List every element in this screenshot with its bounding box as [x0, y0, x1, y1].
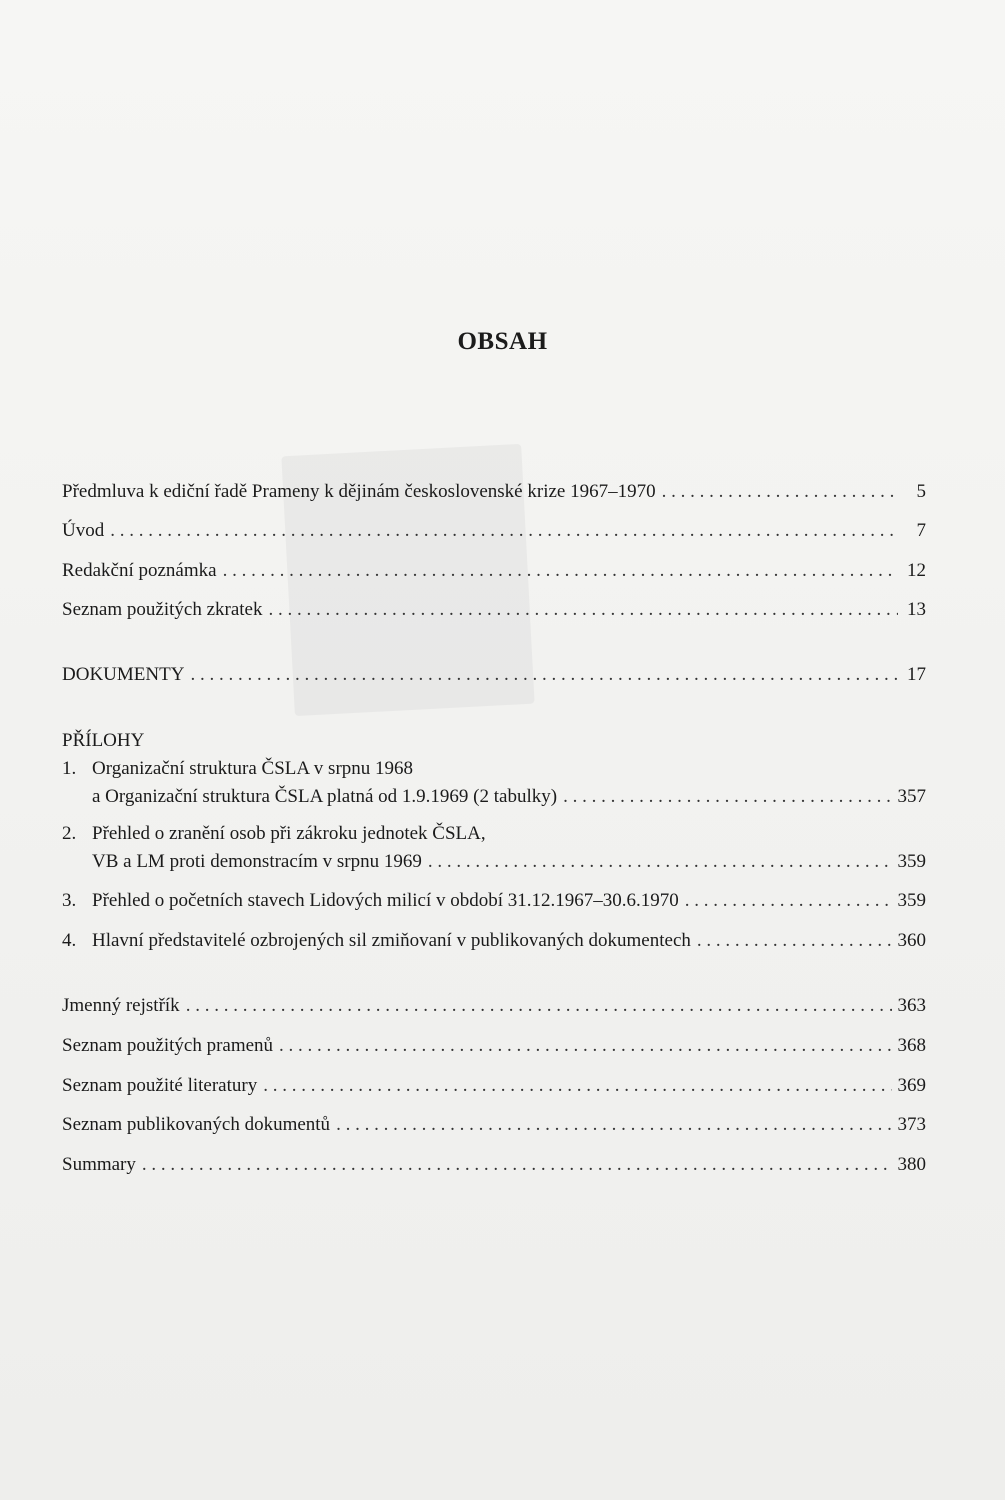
toc-page-number: 369 — [897, 1075, 926, 1096]
toc-page-number: 359 — [897, 890, 926, 911]
toc-leader-dots — [685, 890, 892, 912]
appendix-number: 3. — [62, 890, 77, 911]
toc-entry[interactable] — [62, 995, 926, 1017]
toc-page-number: 13 — [907, 599, 926, 620]
toc-entry[interactable] — [62, 1114, 926, 1136]
toc-leader-dots — [662, 481, 898, 503]
toc-leader-dots — [263, 1075, 891, 1097]
toc-entry[interactable] — [62, 1075, 926, 1097]
toc-entry-text: VB a LM proti demonstracím v srpnu 1969 — [92, 851, 422, 872]
toc-page-number: 373 — [897, 1114, 926, 1135]
toc-page-number: 17 — [907, 664, 926, 685]
toc-page-number: 363 — [897, 995, 926, 1016]
appendix-line: Přehled o zranění osob při zákroku jednotek ČSLA, — [92, 823, 486, 844]
toc-leader-dots — [190, 664, 898, 686]
toc-page-number: 359 — [897, 851, 926, 872]
toc-page-number: 380 — [897, 1154, 926, 1175]
appendix-line: Organizační struktura ČSLA v srpnu 1968 — [92, 758, 414, 779]
toc-leader-dots — [428, 851, 892, 873]
toc-entry-text: Hlavní představitelé ozbrojených sil zmiňovaní v publikovaných dokumentech — [92, 930, 691, 951]
toc-leader-dots — [336, 1114, 891, 1136]
toc-entry[interactable] — [62, 560, 926, 582]
toc-leader-dots — [223, 560, 898, 582]
toc-entry-text: Summary — [62, 1154, 136, 1175]
toc-leader-dots — [268, 599, 898, 621]
toc-entry[interactable] — [62, 1154, 926, 1176]
toc-leader-dots — [142, 1154, 892, 1176]
toc-leader-dots — [279, 1035, 891, 1057]
toc-entry-appendix[interactable] — [92, 890, 926, 912]
toc-entry-appendix[interactable] — [92, 851, 926, 873]
toc-entry-text: a Organizační struktura ČSLA platná od 1.9.1969 (2 tabulky) — [92, 786, 558, 807]
toc-leader-dots — [563, 786, 891, 808]
toc-entry-text: Přehled o početních stavech Lidových milicí v období 31.12.1967–30.6.1970 — [92, 890, 679, 911]
toc-page-number: 5 — [916, 481, 926, 502]
toc-entry-text: Úvod — [62, 520, 105, 541]
toc-entry-text: Seznam použitých zkratek — [62, 599, 263, 620]
toc-entry-appendix[interactable] — [92, 930, 926, 952]
toc-page-number: 360 — [897, 930, 926, 951]
toc-entry[interactable] — [62, 481, 926, 503]
toc-entry-text: Redakční poznámka — [62, 560, 217, 581]
toc-entry[interactable] — [62, 599, 926, 621]
toc-entry-text: DOKUMENTY — [62, 664, 185, 685]
toc-entry[interactable] — [62, 1035, 926, 1057]
toc-entry-text: Seznam použité literatury — [62, 1075, 258, 1096]
toc-entry[interactable] — [62, 520, 926, 542]
toc-entry-text: Seznam publikovaných dokumentů — [62, 1114, 331, 1135]
toc-entry-dokumenty[interactable] — [62, 664, 926, 686]
appendix-number: 2. — [62, 823, 77, 844]
toc-entry-text: Předmluva k ediční řadě Prameny k dějinám československé krize 1967–1970 — [62, 481, 656, 502]
toc-leader-dots — [186, 995, 892, 1017]
toc-entry-text: Seznam použitých pramenů — [62, 1035, 274, 1056]
appendix-number: 1. — [62, 758, 77, 779]
toc-page-number: 7 — [916, 520, 926, 541]
toc-page-number: 368 — [897, 1035, 926, 1056]
toc-entry-text: Jmenný rejstřík — [62, 995, 180, 1016]
toc-page-number: 357 — [897, 786, 926, 807]
toc-leader-dots — [697, 930, 892, 952]
appendix-number: 4. — [62, 930, 77, 951]
section-heading-prilohy: PŘÍLOHY — [62, 730, 145, 751]
toc-leader-dots — [110, 520, 898, 542]
toc-entry-appendix[interactable] — [92, 786, 926, 808]
page-title: OBSAH — [457, 328, 548, 355]
toc-page-number: 12 — [907, 560, 926, 581]
